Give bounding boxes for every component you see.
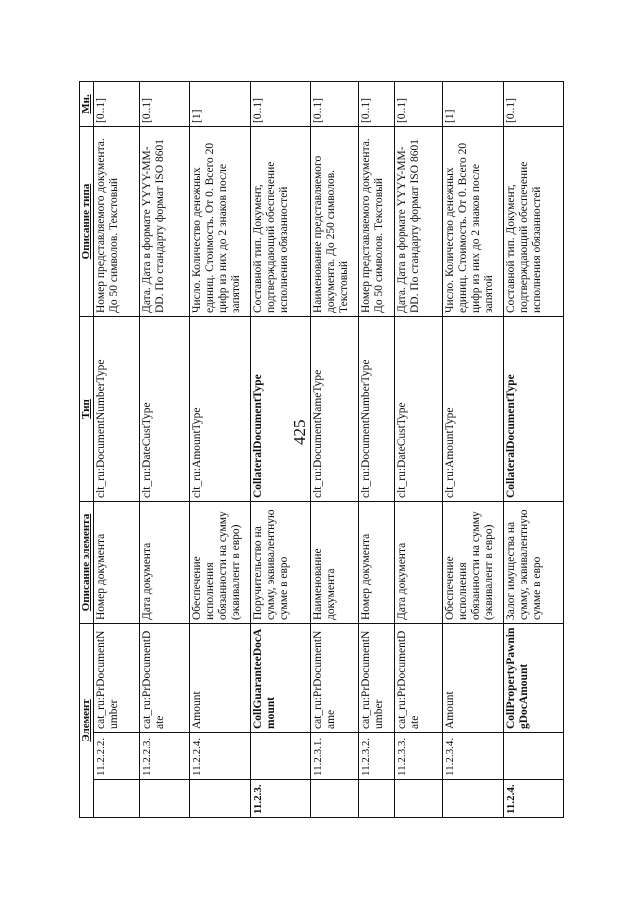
row-element-name: cat_ru:PrDocumentNumber: [359, 624, 395, 733]
row-element-name: Amount: [443, 624, 504, 733]
row-number-level2: 11.2.3.3.: [395, 733, 443, 780]
row-mn: [0..1]: [140, 82, 190, 127]
row-element-name: CollGuaranteeDocAmount: [251, 624, 311, 733]
row-element-desc: Дата документа: [140, 502, 190, 624]
row-element-desc: Поручительство на сумму, эквивалентную сумме в евро: [251, 502, 311, 624]
row-number-level2: 11.2.3.4.: [443, 733, 504, 780]
rotated-table-container: [79, 82, 605, 818]
row-number-level1: [311, 780, 359, 818]
row-element-desc: Номер документа: [94, 502, 140, 624]
row-type-desc: Дата. Дата в формате YYYY-MM-DD. По стандарту формат ISO 8601: [395, 127, 443, 317]
row-element-name: cat_ru:PrDocumentName: [311, 624, 359, 733]
row-number-level1: [140, 780, 190, 818]
table-header-row: [80, 82, 94, 818]
row-mn: [1]: [443, 82, 504, 127]
row-number-level1: [395, 780, 443, 818]
row-number-level2: 11.2.2.4.: [190, 733, 251, 780]
row-mn: [0..1]: [504, 82, 564, 127]
row-type: CollateralDocumentType: [251, 317, 311, 502]
row-number-level2: 11.2.3.1.: [311, 733, 359, 780]
table-row: [443, 82, 504, 818]
row-mn: [0..1]: [359, 82, 395, 127]
row-mn: [0..1]: [251, 82, 311, 127]
row-number-level1: [443, 780, 504, 818]
row-element-name: cat_ru:PrDocumentNumber: [94, 624, 140, 733]
row-element-name: cat_ru:PrDocumentDate: [395, 624, 443, 733]
header-element: Элемент: [80, 624, 94, 818]
row-element-desc: Наименование документа: [311, 502, 359, 624]
table-row: [94, 82, 140, 818]
row-element-desc: Обеспечение исполнения обязанности на сумму (эквивалент в евро): [443, 502, 504, 624]
row-element-desc: Обеспечение исполнения обязанности на сумму (эквивалент в евро): [190, 502, 251, 624]
table-row: [190, 82, 251, 818]
row-type: clt_ru:AmountType: [443, 317, 504, 502]
row-element-name: CollPropertyPawningDocAmount: [504, 624, 564, 733]
row-number-level1: [359, 780, 395, 818]
table-row: [359, 82, 395, 818]
row-number-level2: [251, 733, 311, 780]
row-element-desc: Залог имущества на сумму, эквивалентную сумме в евро: [504, 502, 564, 624]
row-type: CollateralDocumentType: [504, 317, 564, 502]
row-element-name: cat_ru:PrDocumentDate: [140, 624, 190, 733]
row-mn: [1]: [190, 82, 251, 127]
row-type-desc: Номер представляемого документа. До 50 символов. Текстовый: [94, 127, 140, 317]
header-mn: Мн.: [80, 82, 94, 127]
header-type-desc: Описание типа: [80, 127, 94, 317]
row-type-desc: Составной тип. Документ, подтверждающий обеспечение исполнения обязанностей: [504, 127, 564, 317]
row-element-name: Amount: [190, 624, 251, 733]
table-row: [251, 82, 311, 818]
row-number-level1: [94, 780, 140, 818]
row-type: clt_ru:AmountType: [190, 317, 251, 502]
row-element-desc: Дата документа: [395, 502, 443, 624]
row-type-desc: Число. Количество денежных единиц. Стоимость. От 0. Всего 20 цифр из них до 2 знаков после запятой: [443, 127, 504, 317]
table-row: [311, 82, 359, 818]
row-type: clt_ru:DateCustType: [140, 317, 190, 502]
table-row: [395, 82, 443, 818]
table-row: [140, 82, 190, 818]
row-number-level2: 11.2.3.2.: [359, 733, 395, 780]
element-table: [79, 81, 564, 818]
row-number-level1: 11.2.4.: [504, 780, 564, 818]
row-type-desc: Число. Количество денежных единиц. Стоимость. От 0. Всего 20 цифр из них до 2 знаков после запятой: [190, 127, 251, 317]
row-element-desc: Номер документа: [359, 502, 395, 624]
row-type: clt_ru:DocumentNumberType: [94, 317, 140, 502]
row-number-level2: 11.2.2.2.: [94, 733, 140, 780]
row-mn: [0..1]: [311, 82, 359, 127]
row-mn: [0..1]: [395, 82, 443, 127]
row-type-desc: Составной тип. Документ, подтверждающий обеспечение исполнения обязанностей: [251, 127, 311, 317]
row-type: clt_ru:DocumentNumberType: [359, 317, 395, 502]
row-type: clt_ru:DocumentNameType: [311, 317, 359, 502]
header-type: Тип: [80, 317, 94, 502]
row-number-level2: 11.2.2.3.: [140, 733, 190, 780]
row-number-level1: 11.2.3.: [251, 780, 311, 818]
table-row: [504, 82, 564, 818]
row-type-desc: Дата. Дата в формате YYYY-MM-DD. По стандарту формат ISO 8601: [140, 127, 190, 317]
row-mn: [0..1]: [94, 82, 140, 127]
row-number-level2: [504, 733, 564, 780]
page-number: 425: [290, 419, 309, 445]
row-type-desc: Номер представляемого документа. До 50 символов. Текстовый: [359, 127, 395, 317]
row-type: clt_ru:DateCustType: [395, 317, 443, 502]
row-type-desc: Наименование представляемого документа. До 250 символов. Текстовый: [311, 127, 359, 317]
row-number-level1: [190, 780, 251, 818]
header-element-desc: Описание элемента: [80, 502, 94, 624]
